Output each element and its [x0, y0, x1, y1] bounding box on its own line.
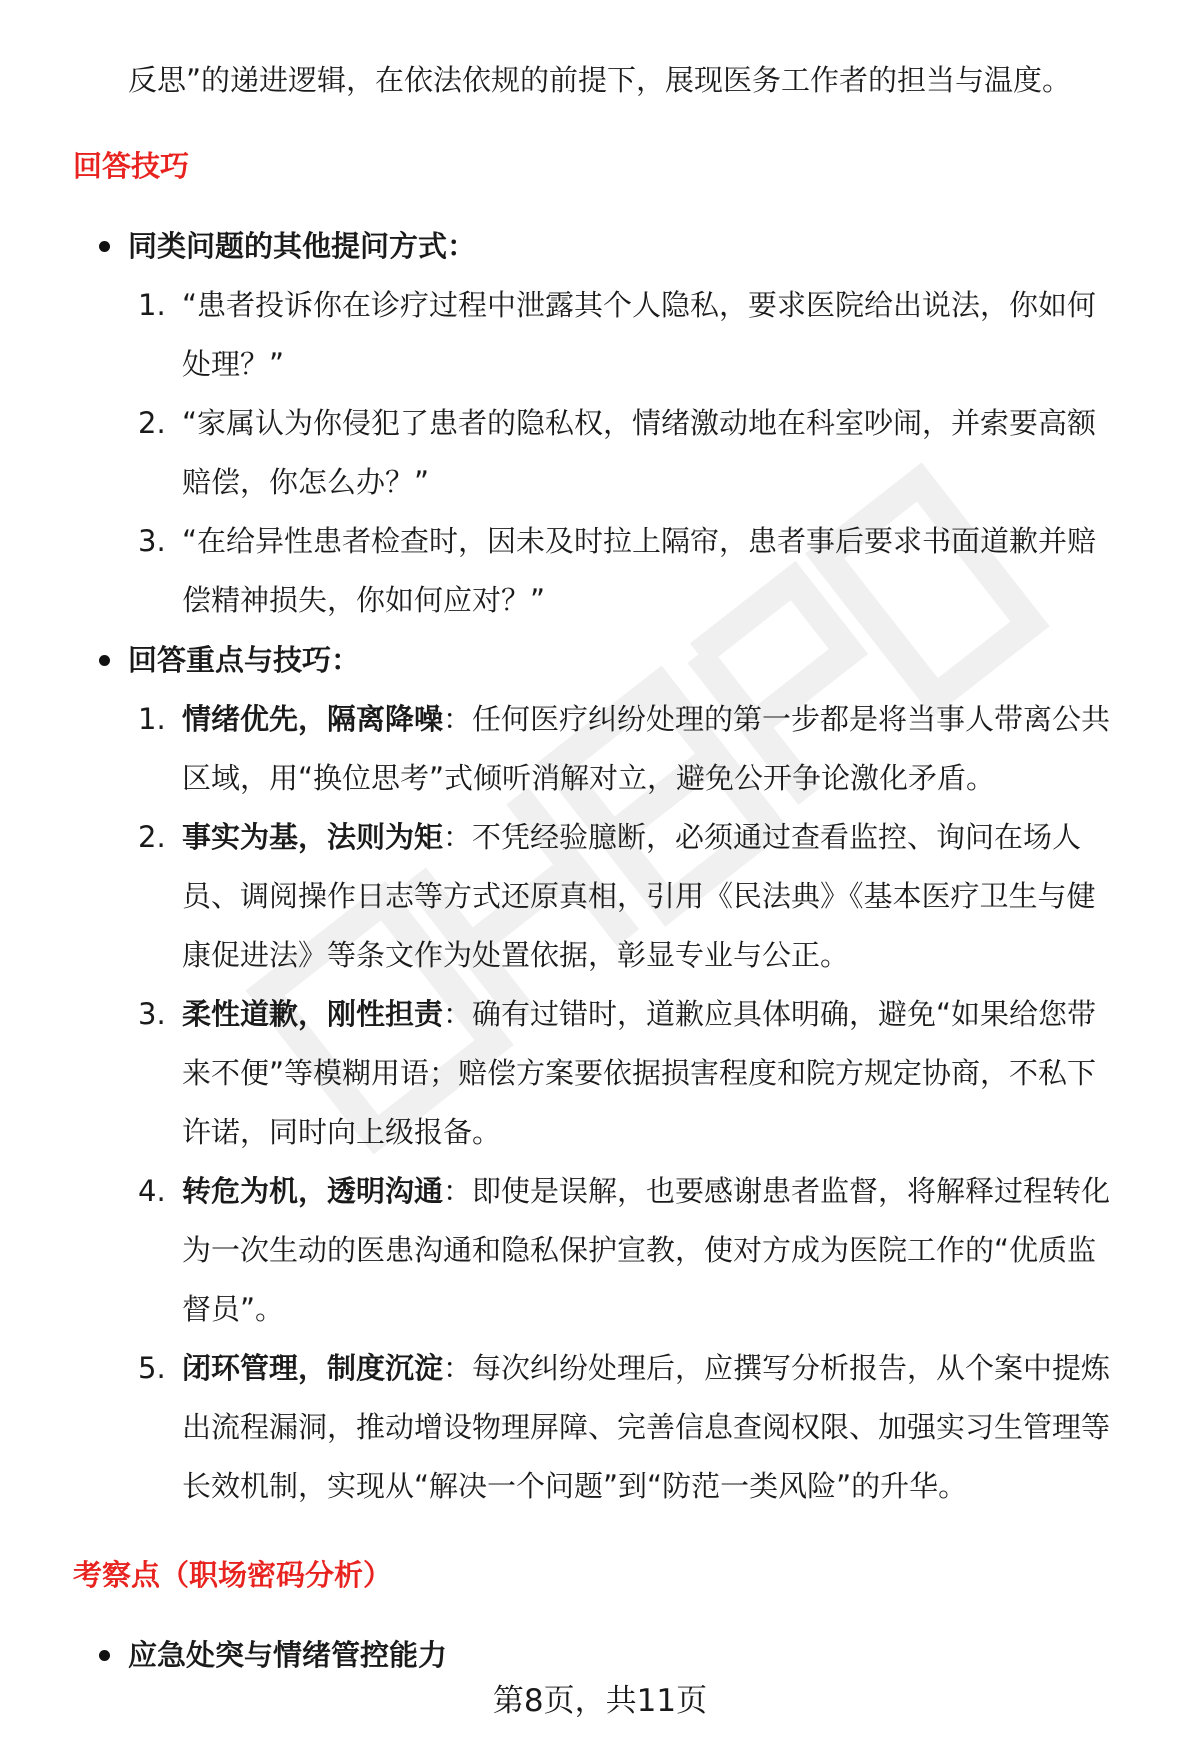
item-number: 1. — [138, 288, 166, 322]
item-body: ：确有过错时，道歉应具体明确，避免“如果给您带 — [443, 997, 1097, 1031]
item-number: 2. — [138, 406, 166, 440]
item-number: 3. — [138, 524, 166, 558]
item-number: 3. — [138, 997, 166, 1031]
list-item-line: “患者投诉你在诊疗过程中泄露其个人隐私，要求医院给出说法，你如何 — [182, 288, 1097, 322]
list-item-line: 赔偿，你怎么办？” — [182, 465, 430, 499]
bullet-dot — [99, 241, 110, 252]
item-number: 1. — [138, 702, 166, 736]
list-item-line: 区域，用“换位思考”式倾听消解对立，避免公开争论激化矛盾。 — [182, 761, 996, 795]
section-title-answer-tips: 回答技巧 — [73, 149, 190, 183]
item-body: ：即使是误解，也要感谢患者监督，将解释过程转化 — [443, 1174, 1111, 1208]
list-item-line: “家属认为你侵犯了患者的隐私权，情绪激动地在科室吵闹，并索要高额 — [182, 406, 1097, 440]
list-item-line — [182, 817, 1137, 857]
list-item-line: 来不便”等模糊用语；赔偿方案要依据损害程度和院方规定协商，不私下 — [182, 1056, 1097, 1090]
item-heading: 闭环管理，制度沉淀 — [182, 1351, 444, 1385]
intro-text: 反思”的递进逻辑，在依法依规的前提下，展现医务工作者的担当与温度。 — [128, 63, 1072, 97]
item-body: ：不凭经验臆断，必须通过查看监控、询问在场人 — [443, 820, 1082, 854]
list-item-line: 长效机制，实现从“解决一个问题”到“防范一类风险”的升华。 — [182, 1469, 968, 1503]
item-number: 2. — [138, 820, 166, 854]
item-heading: 转危为机，透明沟通 — [182, 1174, 444, 1208]
list-item-line — [182, 1171, 1137, 1211]
bullet-dot — [99, 655, 110, 666]
item-number: 4. — [138, 1174, 166, 1208]
item-heading: 情绪优先，隔离降噪 — [182, 702, 444, 736]
list-item-line: “在给异性患者检查时，因未及时拉上隔帘，患者事后要求书面道歉并赔 — [182, 524, 1097, 558]
list-item-line: 为一次生动的医患沟通和隐私保护宣教，使对方成为医院工作的“优质监 — [182, 1233, 1097, 1267]
list-item-line: 许诺，同时向上级报备。 — [182, 1115, 502, 1149]
list-item-line: 出流程漏洞，推动增设物理屏障、完善信息查阅权限、加强实习生管理等 — [182, 1410, 1111, 1444]
item-heading: 事实为基，法则为矩 — [182, 820, 444, 854]
list-item-line: 偿精神损失，你如何应对？” — [182, 583, 546, 617]
bullet-title-emergency-handling: 应急处突与情绪管控能力 — [128, 1638, 448, 1672]
item-body: ：每次纠纷处理后，应撰写分析报告，从个案中提炼 — [443, 1351, 1111, 1385]
list-item-line: 处理？” — [182, 347, 285, 381]
list-item-line — [182, 1348, 1137, 1388]
bullet-title-similar-questions: 同类问题的其他提问方式： — [128, 229, 477, 263]
list-item-line: 康促进法》等条文作为处置依据，彰显专业与公正。 — [182, 938, 850, 972]
item-heading: 柔性道歉，刚性担责 — [182, 997, 444, 1031]
list-item-line — [182, 699, 1137, 739]
list-item-line: 督员”。 — [182, 1292, 285, 1326]
bullet-title-answer-key-points: 回答重点与技巧： — [128, 643, 361, 677]
item-number: 5. — [138, 1351, 166, 1385]
list-item-line: 员、调阅操作日志等方式还原真相，引用《民法典》《基本医疗卫生与健 — [182, 879, 1096, 913]
item-body: ：任何医疗纠纷处理的第一步都是将当事人带离公共 — [443, 702, 1111, 736]
bullet-dot — [99, 1650, 110, 1661]
section-title-assessment-points: 考察点（职场密码分析） — [73, 1558, 393, 1592]
list-item-line — [182, 994, 1137, 1034]
page-footer: 第8页，共11页 — [492, 1683, 708, 1719]
